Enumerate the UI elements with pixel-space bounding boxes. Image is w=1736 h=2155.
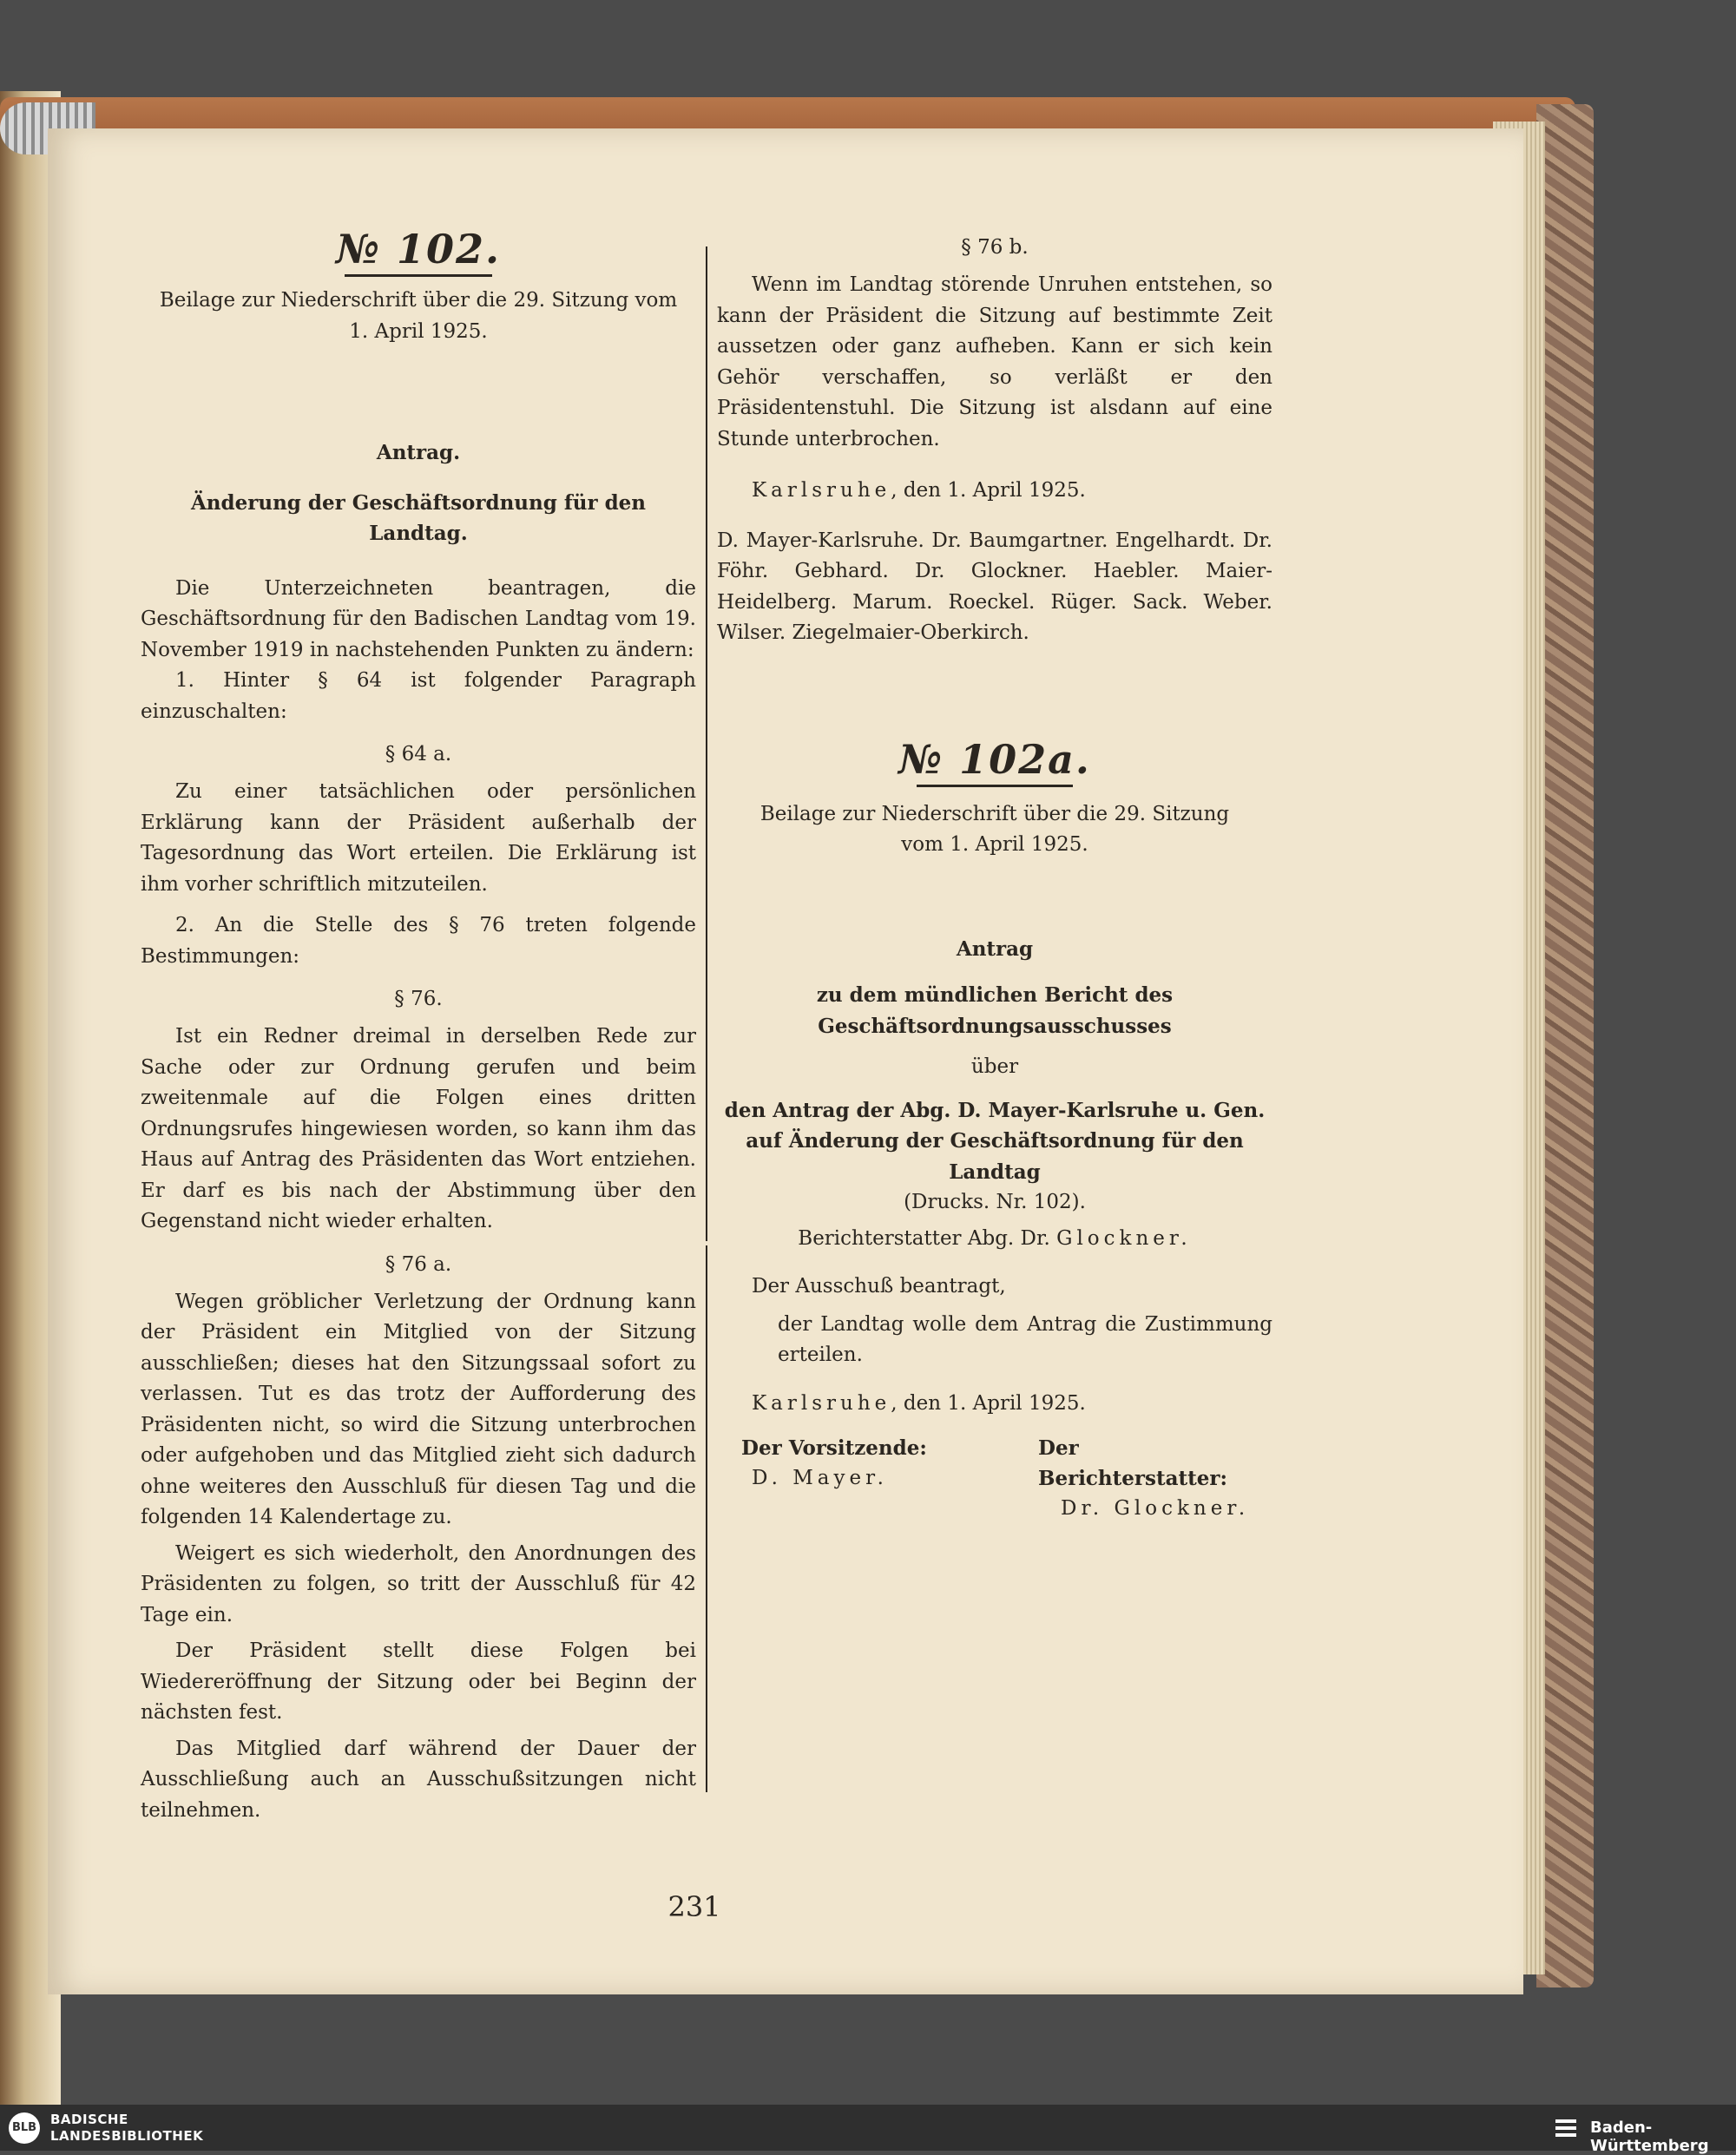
place-karlsruhe-1: Karlsruhe <box>752 479 891 502</box>
left-column <box>141 226 696 1826</box>
right-ueber: über <box>970 1055 1019 1078</box>
reporter-name: Glockner. <box>1056 1226 1192 1250</box>
section-76a-text-1: Wegen gröblicher Verletzung der Ordnung kann der Präsident ein Mitglied von der Sitzung ausschließen; dieses hat den Sitzungssaal sofort zu verlassen. Tut es das trotz der Aufforderung des Präsidenten nicht, so wird die Sitzung unterbrochen oder aufgehoben und das Mitglied zieht sich dadurch ohne weiteres den Ausschluß für diesen Tag und die folgenden 14 Kalendertage zu. <box>141 1290 696 1528</box>
document-number-text: № 102. <box>335 226 502 273</box>
column-divider-lower <box>706 1245 707 1792</box>
right-heading-antrag: Antrag <box>956 936 1034 961</box>
committee-motion: der Landtag wolle dem Antrag die Zustimmung erteilen. <box>778 1312 1272 1366</box>
section-76a-text-2: Weigert es sich wiederholt, den Anordnungen des Präsidenten zu folgen, so tritt der Ausschluß für 42 Tage ein. <box>141 1541 696 1626</box>
title-underline-102a <box>917 785 1073 787</box>
section-76b-heading: § 76 b. <box>961 236 1029 259</box>
reporter-label: Berichterstatter Abg. Dr. <box>798 1226 1057 1250</box>
rapporteur-block <box>1038 1433 1272 1524</box>
blb-logo-icon[interactable]: BLB <box>9 2112 40 2144</box>
baden-wuerttemberg-lions-icon[interactable] <box>1554 2116 1578 2140</box>
right-heading-bericht: zu dem mündlichen Bericht des Geschäftsordnungsausschusses <box>816 983 1174 1038</box>
book-cover-top-edge <box>0 97 1575 132</box>
page-number: 231 <box>667 1890 721 1923</box>
section-76a-text-4: Das Mitglied darf während der Dauer der Ausschließung auch an Ausschußsitzungen nicht teilnehmen. <box>141 1737 696 1822</box>
right-reporter <box>717 1224 1272 1255</box>
right-place-date-2 <box>717 1389 1272 1420</box>
date-1: , den 1. April 1925. <box>891 479 1086 502</box>
library-name-line-1: BADISCHE <box>50 2112 128 2127</box>
left-heading-aenderung: Änderung der Geschäftsordnung für den Landtag. <box>190 490 647 545</box>
section-76b-text: Wenn im Landtag störende Unruhen entstehen, so kann der Präsident die Sitzung auf bestimmte Zeit aussetzen oder ganz aufheben. Kann er sich kein Gehör verschaffen, so verläßt er den Präsidentenstuhl. Die Sitzung ist alsdann auf eine Stunde unterbrochen. <box>717 273 1272 450</box>
right-column <box>717 233 1272 1520</box>
chair-label: Der Vorsitzende: <box>741 1436 927 1460</box>
right-subtitle: Beilage zur Niederschrift über die 29. Sitzung vom 1. April 1925. <box>760 802 1230 856</box>
section-64a-heading: § 64 a. <box>385 743 452 765</box>
section-76-heading: § 76. <box>394 988 443 1010</box>
title-underline <box>345 274 492 277</box>
section-76a-heading: § 76 a. <box>385 1252 452 1276</box>
right-place-date-1 <box>717 476 1272 507</box>
place-karlsruhe-2: Karlsruhe <box>752 1391 891 1415</box>
chair-block <box>741 1433 927 1494</box>
section-76a-text-3: Der Präsident stellt diese Folgen bei Wiedereröffnung der Sitzung oder bei Beginn der nächsten fest. <box>141 1639 696 1724</box>
signature-block <box>717 1433 1272 1520</box>
state-name[interactable]: Baden-Württemberg <box>1590 2119 1709 2155</box>
right-drucksache: (Drucks. Nr. 102). <box>904 1191 1086 1213</box>
section-76-text: Ist ein Redner dreimal in derselben Rede zur Sache oder zur Ordnung gerufen und beim zweitenmale auf die Folgen eines dritten Ordnungsrufes hingewiesen worden, so kann ihm das Haus auf Antrag des Präsidenten das Wort entziehen. Er darf es bis nach der Abstimmung über den Gegenstand nicht wieder erhalten. <box>141 1025 696 1232</box>
library-name[interactable] <box>50 2112 203 2145</box>
footer-bar <box>0 2105 1736 2155</box>
signatories-list: D. Mayer-Karlsruhe. Dr. Baumgartner. Engelhardt. Dr. Föhr. Gebhard. Dr. Glockner. Haebler. Maier-Heidelberg. Marum. Roeckel. Rüger. Sack. Weber. Wilser. Ziegelmaier-Oberkirch. <box>717 529 1272 644</box>
date-2: , den 1. April 1925. <box>891 1391 1086 1415</box>
left-item-2: 2. An die Stelle des § 76 treten folgende Bestimmungen: <box>141 914 696 968</box>
left-subtitle: Beilage zur Niederschrift über die 29. Sitzung vom 1. April 1925. <box>159 289 678 343</box>
left-intro: Die Unterzeichneten beantragen, die Geschäftsordnung für den Badischen Landtag vom 19. November 1919 in nachstehenden Punkten zu ändern: <box>141 576 696 661</box>
left-heading-antrag: Antrag. <box>376 441 461 464</box>
rapporteur-name: Dr. Glockner. <box>1061 1497 1250 1520</box>
document-number-102 <box>141 226 696 277</box>
chair-name: D. Mayer. <box>752 1467 888 1489</box>
committee-statement: Der Ausschuß beantragt, <box>752 1275 1006 1298</box>
column-divider-upper <box>706 246 707 1241</box>
section-64a-text: Zu einer tatsächlichen oder persönlichen Erklärung kann der Präsident außerhalb der Tagesordnung das Wort erteilen. Die Erklärung ist ihm vorher schriftlich mitzuteilen. <box>141 780 696 896</box>
right-heading-antrag-abg: den Antrag der Abg. D. Mayer-Karlsruhe u. Gen. auf Änderung der Geschäftsordnung für den Landtag <box>724 1098 1266 1184</box>
library-name-line-2: LANDESBIBLIOTHEK <box>50 2128 204 2144</box>
rapporteur-label: Der Berichterstatter: <box>1038 1436 1227 1490</box>
document-number-102a-text: № 102a. <box>898 735 1091 783</box>
document-number-102a <box>717 736 1272 787</box>
left-item-1: 1. Hinter § 64 ist folgender Paragraph einzuschalten: <box>141 669 696 723</box>
